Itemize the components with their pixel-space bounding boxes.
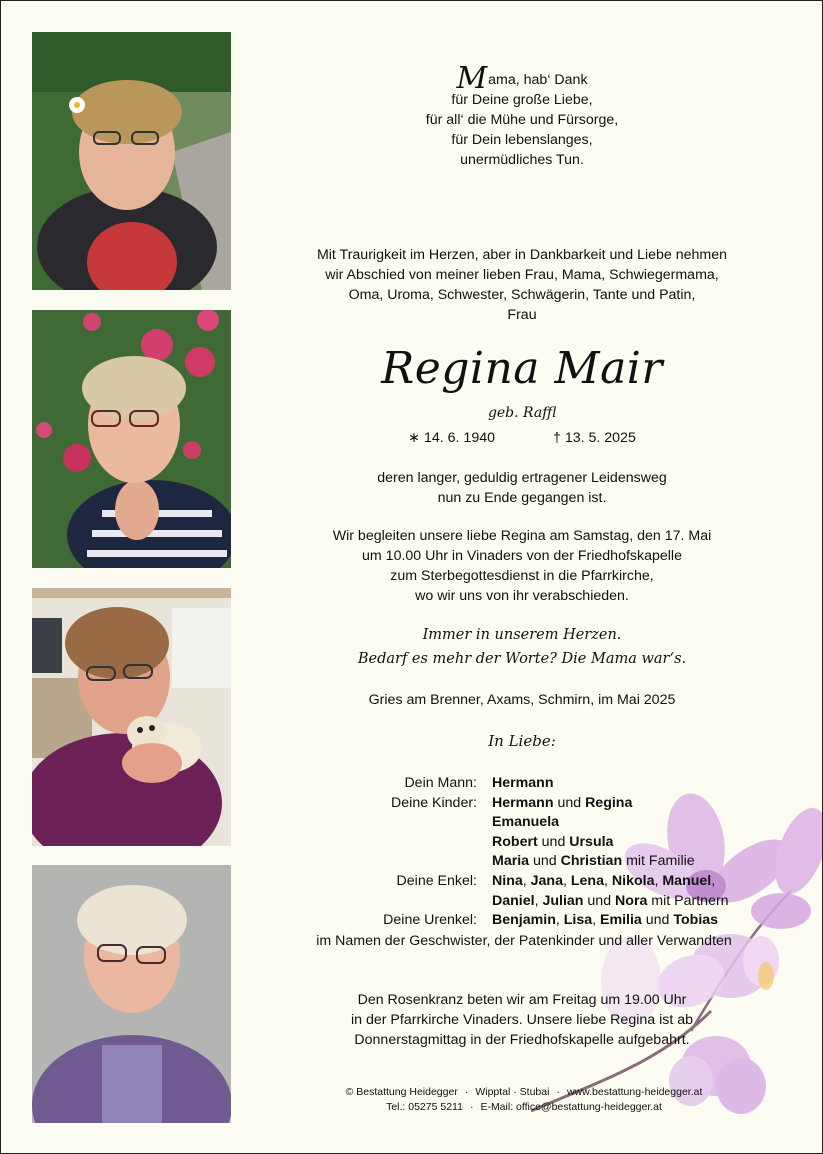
intro-line: Oma, Uroma, Schwester, Schwägerin, Tante und Patin, — [348, 287, 696, 303]
mourner-label: Deine Enkel: — [396, 872, 477, 889]
mourner-name: Julian — [542, 892, 584, 909]
rosary-text — [301, 990, 743, 1050]
portrait-photo-garden-path — [32, 32, 231, 290]
mourner-row — [301, 794, 747, 814]
conjunction: und — [537, 833, 570, 850]
mourner-name: Hermann — [492, 794, 554, 811]
footer-company: © Bestattung Heidegger — [345, 1086, 458, 1098]
opening-poem — [301, 61, 743, 170]
intro-text — [301, 245, 743, 325]
mourner-name: Lena — [570, 872, 604, 889]
partner-note: mit Partnern — [647, 892, 729, 909]
family-note: mit Familie — [622, 853, 695, 870]
intro-line: Frau — [507, 307, 537, 323]
deceased-name: Regina Mair — [381, 343, 663, 394]
rosary-line: Donnerstagmittag in der Friedhofskapelle aufgebahrt. — [354, 1032, 690, 1048]
poem-line: ama, hab‘ Dank — [488, 72, 588, 88]
mourner-label: Dein Mann: — [404, 775, 477, 791]
poem-line: unermüdliches Tun. — [460, 152, 584, 168]
quote-line: Immer in unserem Herzen. — [422, 627, 622, 643]
mourner-name: Jana — [530, 872, 563, 889]
mourner-row: Deine Enkel: Nina, Jana, Lena, Nikola, Manuel, — [301, 872, 747, 892]
mourners-closing: im Namen der Geschwister, der Patenkinder und aller Verwandten — [316, 932, 732, 949]
suffering-text — [301, 468, 743, 508]
mourner-name: Manuel — [662, 872, 712, 889]
mourner-name: Lisa — [563, 912, 593, 929]
mourner-name: Nikola — [611, 872, 655, 889]
portrait-photo-with-dog — [32, 588, 231, 846]
birth-date: ∗ 14. 6. 1940 — [408, 430, 495, 446]
funeral-line: zum Sterbegottesdienst in die Pfarrkirche, — [390, 568, 654, 584]
mourner-row — [301, 774, 747, 794]
mourner-name: Daniel — [492, 892, 535, 909]
mourner-row — [301, 813, 747, 833]
mourner-name: Hermann — [492, 775, 554, 791]
mourner-name: Nina — [492, 872, 523, 889]
mourner-name: Christian — [560, 853, 623, 870]
intro-line: wir Abschied von meiner lieben Frau, Mama, Schwiegermama, — [325, 267, 719, 283]
mourner-name: Emilia — [600, 912, 642, 929]
love-heading: In Liebe: — [488, 732, 556, 750]
mourners-list — [301, 774, 747, 951]
footer-phone: Tel.: 05275 5211 — [386, 1100, 463, 1113]
mourner-name: Benjamin — [492, 912, 556, 929]
place-date: Gries am Brenner, Axams, Schmirn, im Mai 2025 — [368, 692, 676, 708]
portrait-photo-gray-background — [32, 865, 231, 1123]
mourner-name: Robert — [492, 833, 538, 850]
portrait-photo-roses — [32, 310, 231, 568]
footer-website-link[interactable]: www.bestattung-heidegger.at — [566, 1086, 703, 1098]
poem-line: für all‘ die Mühe und Fürsorge, — [425, 112, 619, 128]
rosary-line: Den Rosenkranz beten wir am Freitag um 19.00 Uhr — [357, 992, 687, 1008]
funeral-line: Wir begleiten unsere liebe Regina am Samstag, den 17. Mai — [332, 528, 712, 544]
funeral-line: wo wir uns von ihr verabschieden. — [415, 588, 629, 604]
rosary-line: in der Pfarrkirche Vinaders. Unsere liebe Regina ist ab — [351, 1012, 693, 1028]
quote-line: Bedarf es mehr der Worte? Die Mama war‘s. — [357, 651, 687, 667]
mourner-row — [301, 852, 747, 872]
suffering-line: nun zu Ende gegangen ist. — [437, 490, 607, 506]
death-date: † 13. 5. 2025 — [553, 430, 636, 446]
mourner-row: Deine Urenkel: Benjamin, Lisa, Emilia und Tobias — [301, 911, 747, 931]
funeral-line: um 10.00 Uhr in Vinaders von der Friedhofskapelle — [362, 548, 682, 564]
poem-line: für Dein lebenslanges, — [451, 132, 593, 148]
mourner-label: Deine Kinder: — [391, 794, 477, 811]
mourner-name: Regina — [585, 794, 633, 811]
poem-line: für Deine große Liebe, — [451, 92, 593, 108]
mourner-name: Nora — [615, 892, 648, 909]
poem-initial: M — [456, 61, 488, 96]
mourner-name: Maria — [492, 853, 530, 870]
mourner-row — [301, 833, 747, 853]
footer-region: Wipptal · Stubai — [475, 1086, 550, 1098]
mourner-name: Ursula — [569, 833, 614, 850]
conjunction: und — [553, 794, 586, 811]
funeral-text — [301, 526, 743, 606]
footer-email-link[interactable]: E-Mail: office@bestattung-heidegger.at — [480, 1100, 662, 1113]
mourner-label: Deine Urenkel: — [383, 912, 477, 929]
mourner-name: Tobias — [673, 912, 719, 929]
life-dates — [301, 428, 743, 448]
conjunction: und — [583, 892, 616, 909]
conjunction: und — [641, 912, 674, 929]
intro-line: Mit Traurigkeit im Herzen, aber in Dankbarkeit und Liebe nehmen — [316, 247, 728, 263]
maiden-name: geb. Raffl — [487, 405, 557, 421]
memorial-quote — [301, 623, 743, 671]
mourner-name: Emanuela — [492, 814, 560, 831]
footer: © Bestattung Heidegger · Wipptal · Stubai · www.bestattung-heidegger.at Tel.: 05275 5211 · E-Mail: office@bestattung-heidegger.at — [345, 1086, 703, 1113]
suffering-line: deren langer, geduldig ertragener Leidensweg — [377, 470, 667, 486]
conjunction: und — [529, 853, 561, 870]
mourner-row: Daniel, Julian und Nora mit Partnern — [492, 892, 729, 909]
